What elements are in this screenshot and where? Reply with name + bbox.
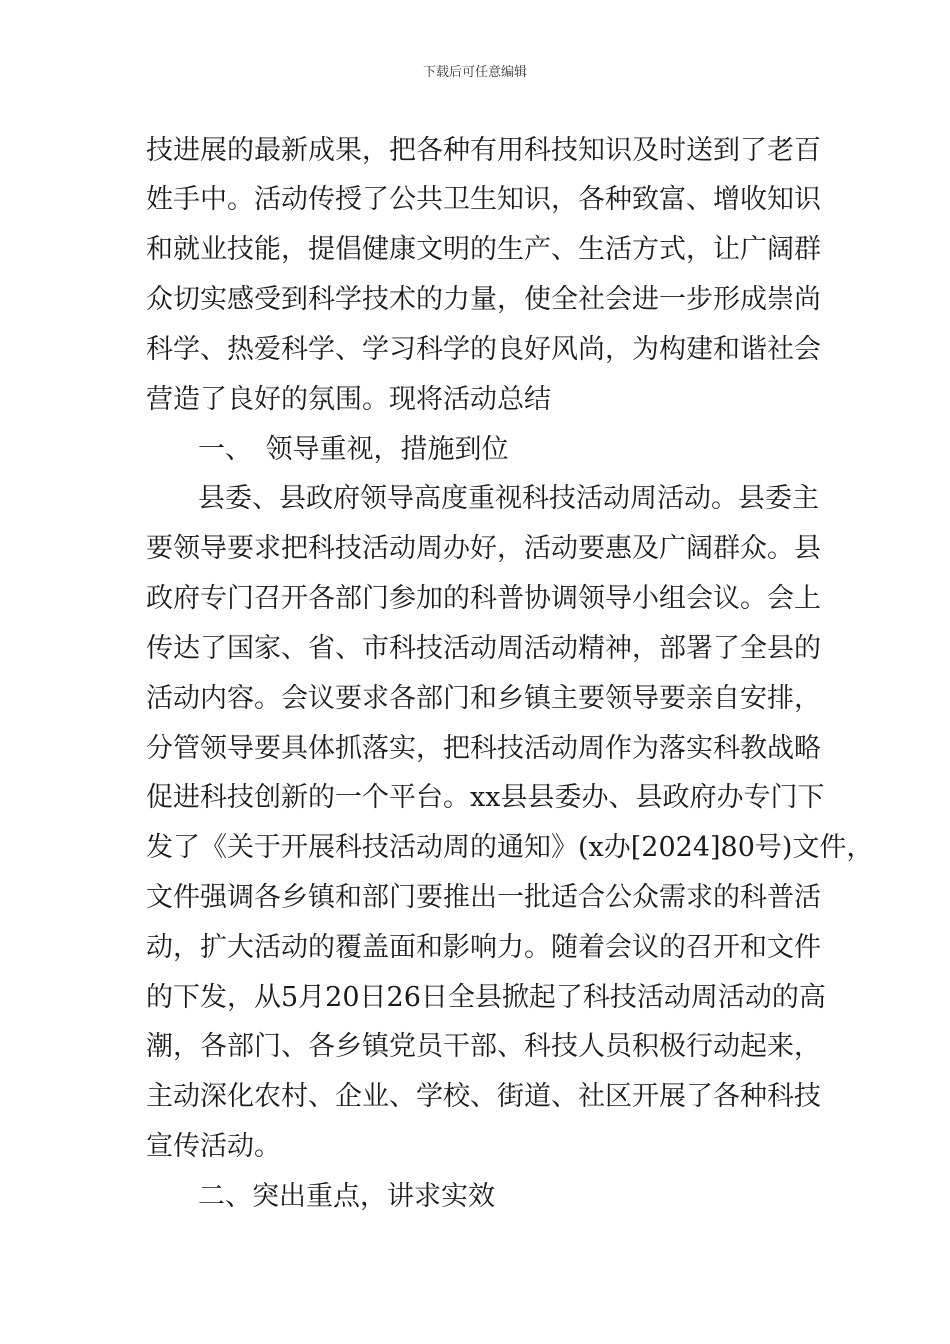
text-line: 营造了良好的氛围。现将活动总结 [146,384,551,415]
section-heading-1: 一、 领导重视，措施到位 [198,434,509,465]
text-line: 要领导要求把科技活动周办好，活动要惠及广阔群众。县 [146,533,821,564]
text-line: 宣传活动。 [146,1131,281,1162]
page-header: 下载后可任意编辑 [422,65,527,80]
text-line: 主动深化农村、企业、学校、街道、社区开展了各种科技 [146,1081,821,1112]
text-line: 技进展的最新成果，把各种有用科技知识及时送到了老百 [146,135,821,166]
text-line: 分管领导要具体抓落实，把科技活动周作为落实科教战略 [146,733,821,764]
text-line: 促进科技创新的一个平台。xx县县委办、县政府办专门下 [146,782,825,813]
section-heading-2: 二、突出重点，讲求实效 [198,1181,495,1212]
text-line: 和就业技能，提倡健康文明的生产、生活方式，让广阔群 [146,234,821,265]
text-line: 的下发，从5月20日26日全县掀起了科技活动周活动的高 [146,982,826,1013]
text-line: 姓手中。活动传授了公共卫生知识，各种致富、增收知识 [146,184,821,215]
text-line: 潮，各部门、各乡镇党员干部、科技人员积极行动起来， [146,1031,821,1062]
text-line: 科学、热爱科学、学习科学的良好风尚，为构建和谐社会 [146,334,821,365]
text-line: 文件强调各乡镇和部门要推出一批适合公众需求的科普活 [146,882,821,913]
text-line: 县委、县政府领导高度重视科技活动周活动。县委主 [198,483,819,514]
text-line: 活动内容。会议要求各部门和乡镇主要领导要亲自安排， [146,683,821,714]
text-line: 发了《关于开展科技活动周的通知》(x办[2024]80号)文件， [146,832,874,863]
text-line: 动，扩大活动的覆盖面和影响力。随着会议的召开和文件 [146,932,821,963]
text-line: 众切实感受到科学技术的力量，使全社会进一步形成崇尚 [146,284,821,315]
text-line: 传达了国家、省、市科技活动周活动精神，部署了全县的 [146,633,821,664]
text-line: 政府专门召开各部门参加的科普协调领导小组会议。会上 [146,583,821,614]
